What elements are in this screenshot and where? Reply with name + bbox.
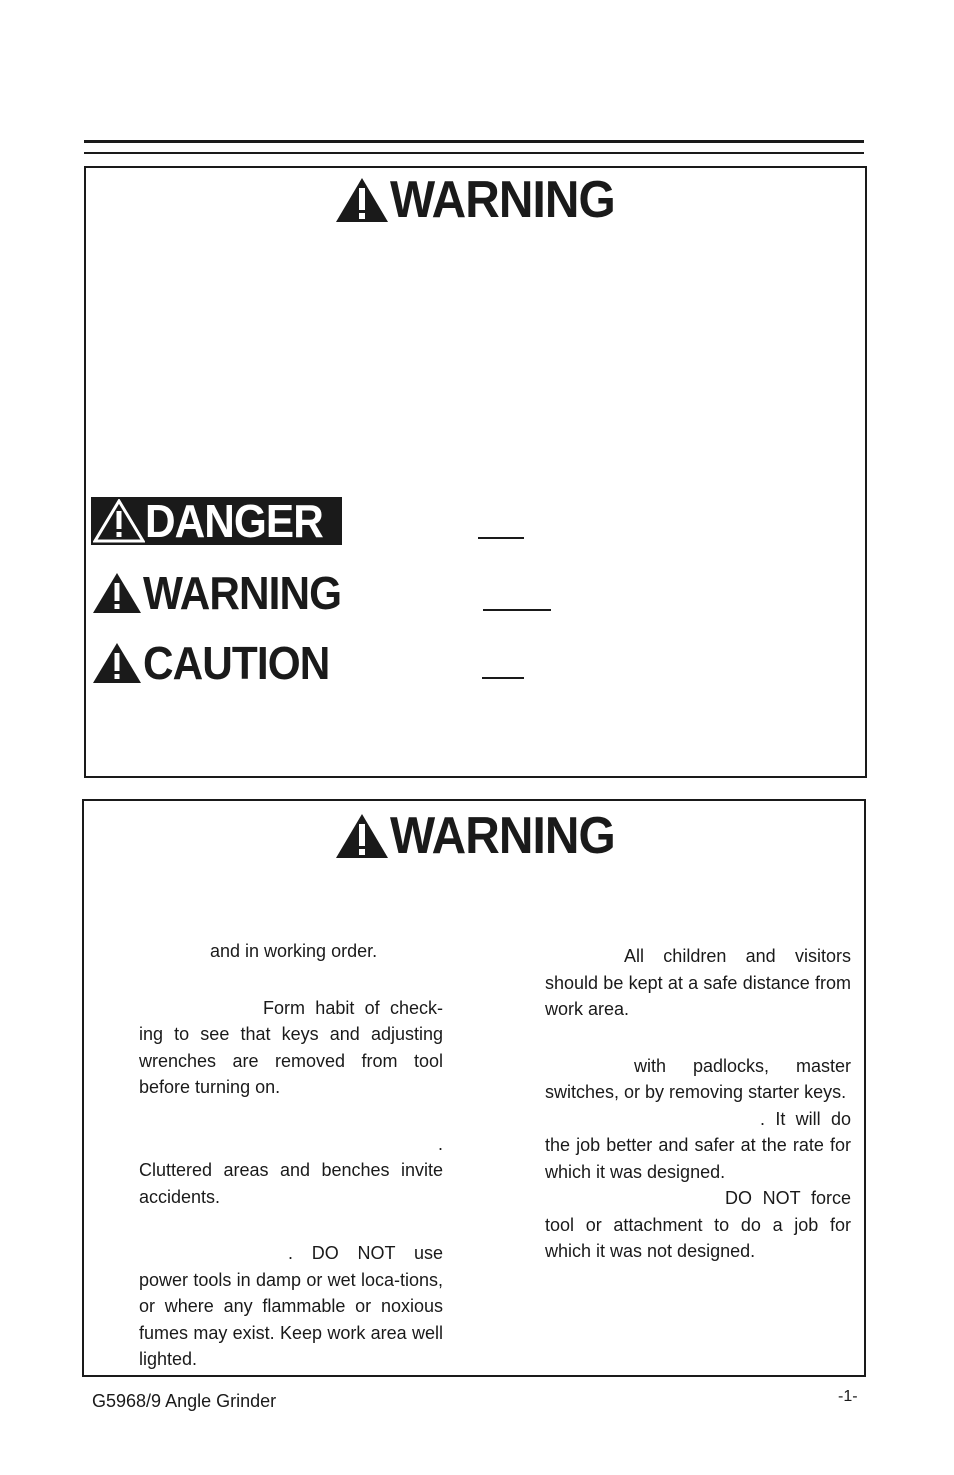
left-item-3-text: Cluttered areas and benches invite accidents. bbox=[139, 1160, 443, 1207]
box1-heading-text: WARNING bbox=[390, 171, 615, 229]
danger-word: DANGER bbox=[145, 495, 323, 547]
danger-signal bbox=[91, 497, 342, 545]
box1-heading bbox=[334, 171, 634, 229]
caution-word: CAUTION bbox=[143, 637, 330, 689]
warning-signal bbox=[91, 569, 358, 617]
top-rule-thin bbox=[84, 152, 864, 154]
right-item-2: with padlocks, master switches, or by removing starter keys. bbox=[545, 1055, 851, 1102]
warning-triangle-icon bbox=[334, 812, 390, 860]
warning-triangle-icon bbox=[334, 176, 390, 224]
footer-model: G5968/9 Angle Grinder bbox=[92, 1391, 277, 1411]
caution-underline bbox=[482, 677, 524, 679]
right-column bbox=[545, 943, 851, 1265]
left-item-3: . bbox=[437, 1133, 443, 1154]
top-rule-thick bbox=[84, 140, 864, 143]
warning-word: WARNING bbox=[143, 567, 342, 619]
caution-signal bbox=[91, 639, 346, 687]
caution-triangle-icon bbox=[91, 641, 143, 685]
danger-triangle-icon bbox=[93, 499, 145, 543]
box2-heading bbox=[334, 807, 634, 865]
box2-heading-text: WARNING bbox=[390, 807, 615, 865]
danger-underline bbox=[478, 537, 524, 539]
warning-triangle-icon bbox=[91, 571, 143, 615]
left-item-4: . DO NOT use power tools in damp or wet loca-tions, or where any flammable or noxious fumes may exist. Keep work area well lighted. bbox=[139, 1243, 443, 1369]
right-item-4: DO NOT force tool or attachment to do a job for which it was not designed. bbox=[545, 1188, 851, 1261]
right-item-1: All children and visitors should be kept at a safe distance from work area. bbox=[545, 946, 851, 1019]
warning-underline bbox=[483, 609, 551, 611]
left-item-1: and in working order. bbox=[210, 941, 378, 961]
left-column bbox=[139, 938, 443, 1373]
footer-page-number: -1- bbox=[838, 1388, 858, 1405]
left-item-2: Form habit of check-ing to see that keys and adjusting wrenches are removed from tool before turning on. bbox=[139, 997, 443, 1097]
right-item-3: . It will do the job better and safer at the rate for which it was designed. bbox=[545, 1108, 851, 1182]
